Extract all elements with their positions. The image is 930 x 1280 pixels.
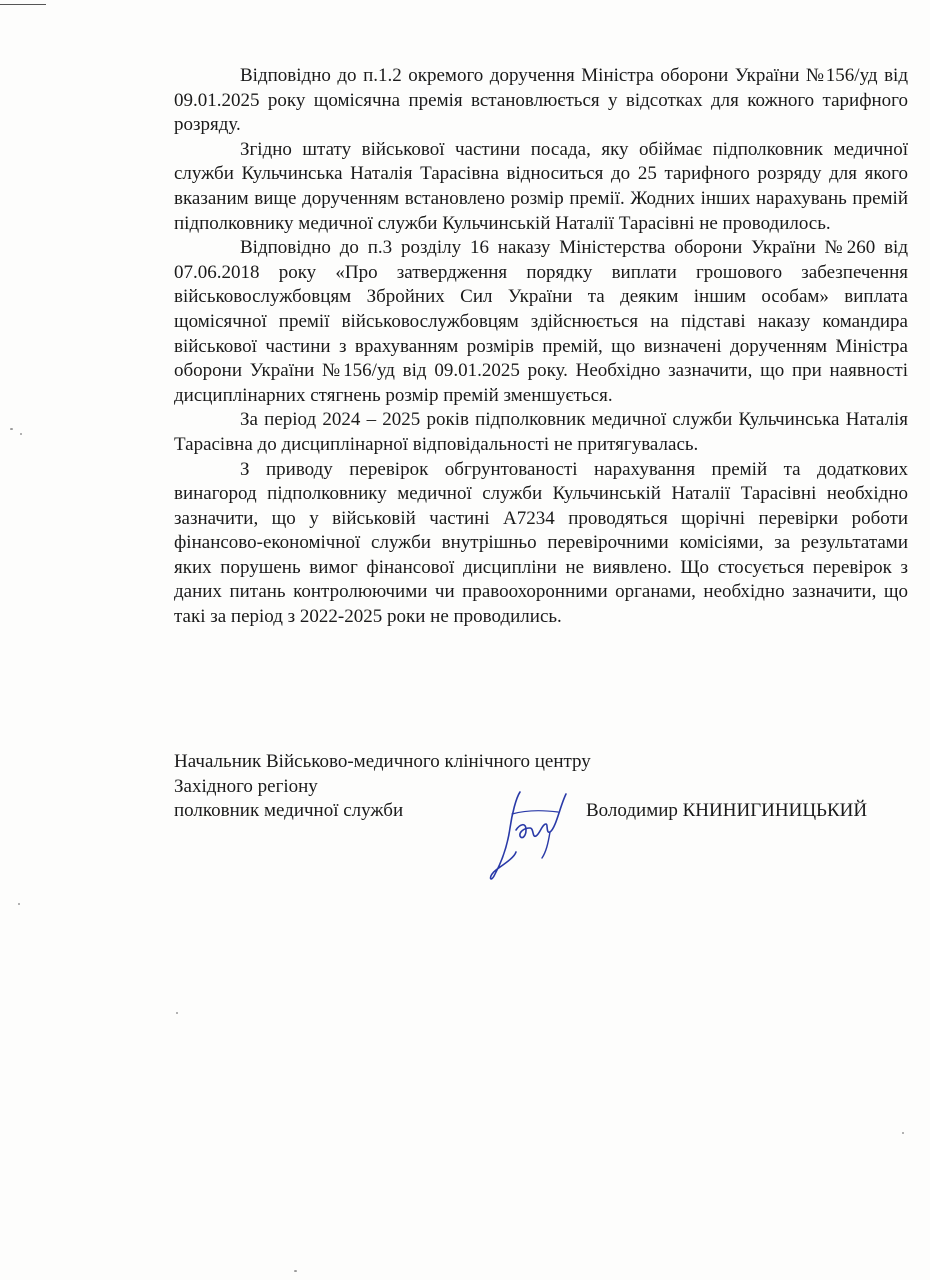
- scan-edge-mark: [0, 4, 46, 5]
- handwritten-signature: [486, 784, 582, 884]
- paragraph-discipline: За період 2024 – 2025 років підполковник медичної служби Кульчинська Наталія Тарасівна до дисциплінарної відповідальності не притягувалась.: [174, 409, 908, 455]
- scan-speck: [176, 1012, 178, 1014]
- signatory-title-line2: Західного регіону: [174, 775, 318, 797]
- scan-speck: [902, 1132, 904, 1134]
- paragraph-tariff-grade: Згідно штату військової частини посада, яку обіймає підполковник медичної служби Кульчинська Наталія Тарасівна відноситься до 25 тарифного розряду для якого вказаним вище дорученням встановлено розмір премії. Жодних інших нарахувань премій підполковнику медичної служби Кульчинській Наталії Тарасівні не проводилось.: [174, 138, 908, 234]
- signatory-title-line1: Начальник Військово-медичного клінічного центру: [174, 751, 591, 772]
- signatory-rank: полковник медичної служби: [174, 800, 404, 822]
- scan-speck: [294, 1270, 297, 1272]
- paragraph-audits: З приводу перевірок обгрунтованості нарахування премій та додаткових винагород підполковнику медичної служби Кульчинській Наталії Тарасівні необхідно зазначити, що у військовій частині А7234 проводяться щорічні перевірки роботи фінансово-економічної служби внутрішньо перевірочними комісіями, за результатами яких порушень вимог фінансової дисципліни не виявлено. Що стосується перевірок з даних питань контролюючими чи правоохоронними органами, необхідно зазначити, що такі за період з 2022-2025 роки не проводились.: [174, 458, 908, 628]
- paragraph-order-260: Відповідно до п.3 розділу 16 наказу Міністерства оборони України №260 від 07.06.2018 року «Про затвердження порядку виплати грошового забезпечення військовослужбовцям Збройних Сил України та деяким іншим особам» виплата щомісячної премії військовослужбовцям здійснюється на підставі наказу командира військової частини з врахуванням розмірів премій, що визначені дорученням Міністра оборони України №156/уд від 09.01.2025 року. Необхідно зазначити, що при наявності дисциплінарних стягнень розмір премій зменшується.: [174, 237, 908, 406]
- scan-speck: [18, 903, 20, 905]
- signatory-name: Володимир КНИНИГИНИЦЬКИЙ: [586, 800, 868, 821]
- letter-body: [174, 64, 908, 630]
- scan-speck: [20, 433, 22, 435]
- scan-speck: [10, 428, 13, 430]
- paragraph-bonus-rule: Відповідно до п.1.2 окремого доручення Міністра оборони України №156/уд від 09.01.2025 року щомісячна премія встановлюється у відсотках для кожного тарифного розряду.: [174, 65, 908, 136]
